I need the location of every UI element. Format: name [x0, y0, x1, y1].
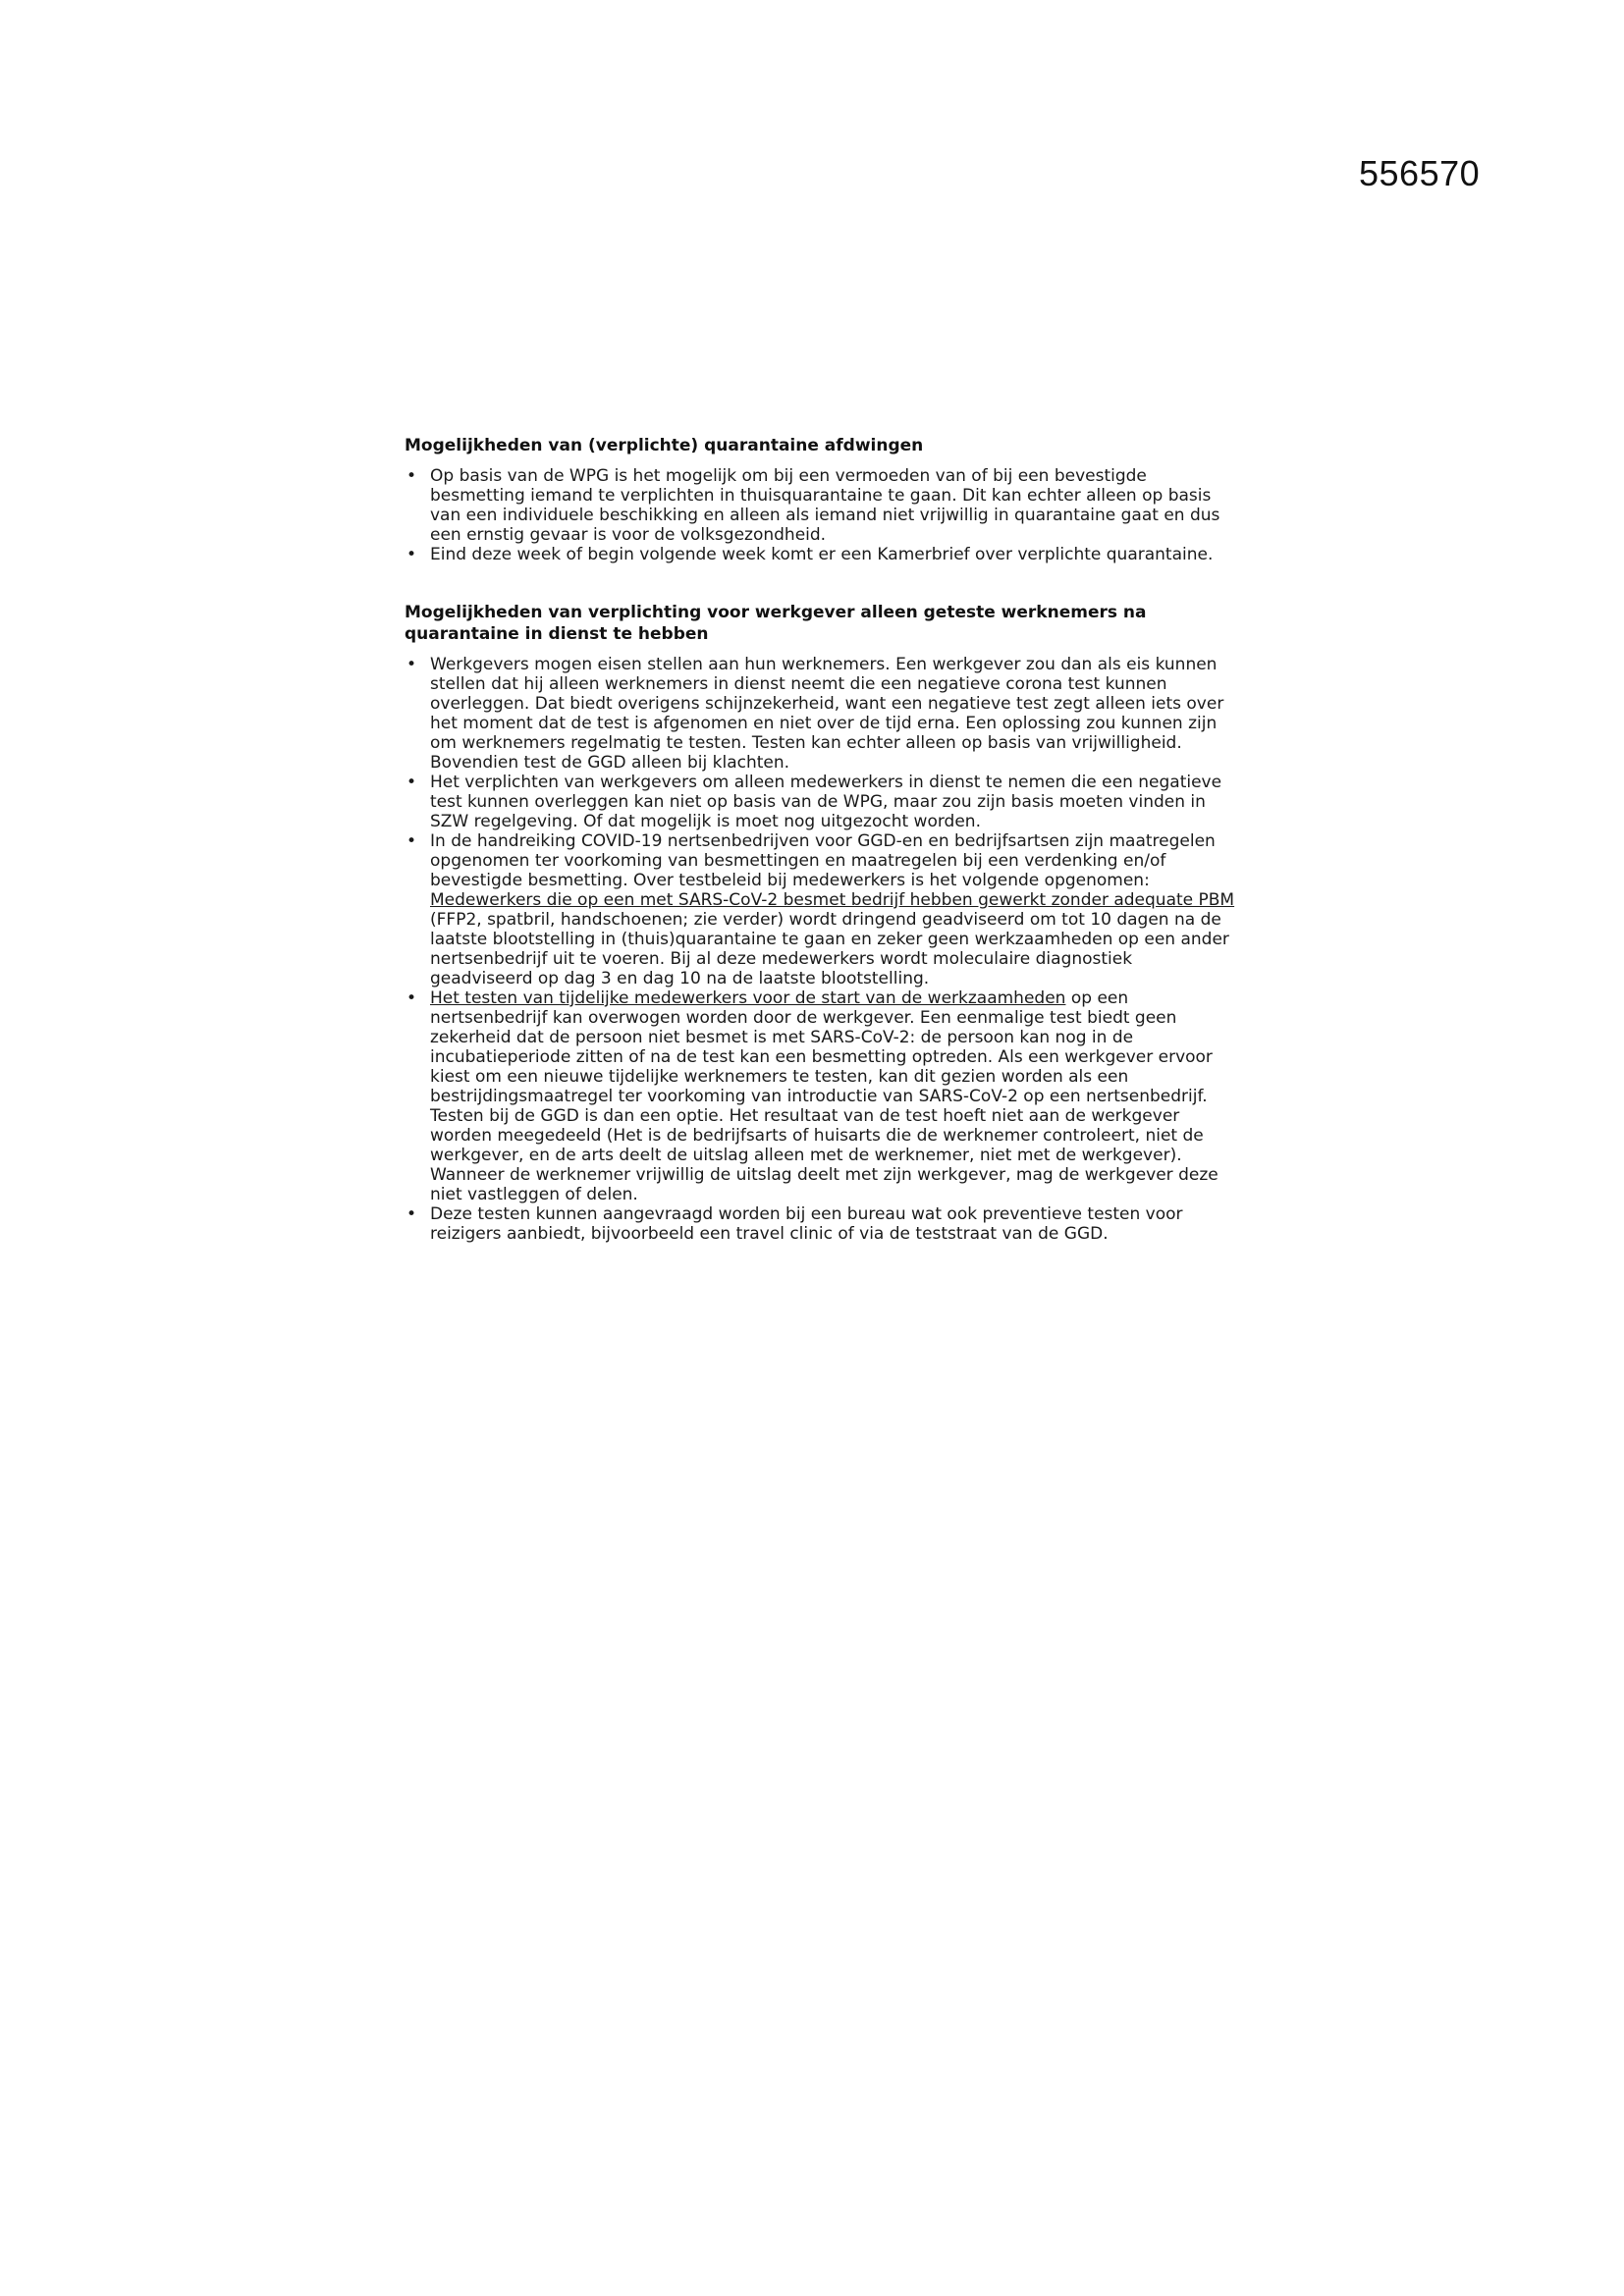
underlined-text: Medewerkers die op een met SARS-CoV-2 besmet bedrijf hebben gewerkt zonder adequate PBM	[430, 890, 1235, 910]
list-item	[405, 1204, 1239, 1244]
bullet-marker: •	[406, 655, 417, 674]
list-item-text: Deze testen kunnen aangevraagd worden bij een bureau wat ook preventieve testen voor reizigers aanbiedt, bijvoorbeeld een travel clinic of via de teststraat van de GGD.	[430, 1204, 1183, 1244]
list-item-text: Werkgevers mogen eisen stellen aan hun werknemers. Een werkgever zou dan als eis kunnen stellen dat hij alleen werknemers in dienst neemt die een negatieve corona test kunnen overleggen. Dat biedt overigens schijnzekerheid, want een negatieve test zegt alleen iets over het moment dat de test is afgenomen en niet over de tijd erna. Een oplossing zou kunnen zijn om werknemers regelmatig te testen. Testen kan echter alleen op basis van vrijwilligheid. Bovendien test de GGD alleen bij klachten.	[430, 655, 1224, 773]
list-item-text: Op basis van de WPG is het mogelijk om bij een vermoeden van of bij een bevestigde besmetting iemand te verplichten in thuisquarantaine te gaan. Dit kan echter alleen op basis van een individuele beschikking en alleen als iemand niet vrijwillig in quarantaine gaat en dus een ernstig gevaar is voor de volksgezondheid.	[430, 466, 1220, 545]
list-item-text-continued: (FFP2, spatbril, handschoenen; zie verder) wordt dringend geadviseerd om tot 10 dagen na de laatste blootstelling in (thuis)quarantaine te gaan en zeker geen werkzaamheden op een ander nertsenbedrijf uit te voeren. Bij al deze medewerkers wordt moleculaire diagnostiek geadviseerd op dag 3 en dag 10 na de laatste blootstelling.	[430, 910, 1229, 988]
list-item	[405, 988, 1239, 1204]
bullet-marker: •	[406, 545, 417, 564]
list-item	[405, 545, 1239, 564]
list-item-text: Eind deze week of begin volgende week komt er een Kamerbrief over verplichte quarantaine.	[430, 545, 1214, 564]
document-number: 556570	[1359, 153, 1481, 193]
list-item	[405, 466, 1239, 545]
list-item-text-continued: op een nertsenbedrijf kan overwogen worden door de werkgever. Een eenmalige test biedt geen zekerheid dat de persoon niet besmet is met SARS-CoV-2: de persoon kan nog in de incubatieperiode zitten of na de test kan een besmetting optreden. Als een werkgever ervoor kiest om een nieuwe tijdelijke werknemers te testen, kan dit gezien worden als een bestrijdingsmaatregel ter voorkoming van introductie van SARS-CoV-2 op een nertsenbedrijf. Testen bij de GGD is dan een optie. Het resultaat van de test hoeft niet aan de werkgever worden meegedeeld (Het is de bedrijfsarts of huisarts die de werknemer controleert, niet de werkgever, en de arts deelt de uitslag alleen met de werknemer, niet met de werkgever). Wanneer de werknemer vrijwillig de uitslag deelt met zijn werkgever, mag de werkgever deze niet vastleggen of delen.	[430, 988, 1218, 1204]
bullet-marker: •	[406, 831, 417, 851]
document-body	[405, 435, 1239, 1281]
bullet-list	[405, 655, 1239, 1244]
bullet-list	[405, 466, 1239, 564]
section-quarantine-enforcement	[405, 435, 1239, 564]
list-item	[405, 655, 1239, 773]
list-item-text: In de handreiking COVID-19 nertsenbedrijven voor GGD-en en bedrijfsartsen zijn maatregelen opgenomen ter voorkoming van besmettingen en maatregelen bij een verdenking en/of bevestigde besmetting. Over testbeleid bij medewerkers is het volgende opgenomen:	[430, 831, 1216, 890]
bullet-marker: •	[406, 466, 417, 486]
list-item	[405, 773, 1239, 831]
bullet-marker: •	[406, 773, 417, 792]
underlined-text: Het testen van tijdelijke medewerkers voor de start van de werkzaamheden	[430, 988, 1066, 1008]
section-heading: Mogelijkheden van (verplichte) quarantaine afdwingen	[405, 436, 924, 455]
section-employer-obligation	[405, 602, 1239, 1244]
list-item-text: Het verplichten van werkgevers om alleen medewerkers in dienst te nemen die een negatieve test kunnen overleggen kan niet op basis van de WPG, maar zou zijn basis moeten vinden in SZW regelgeving. Of dat mogelijk is moet nog uitgezocht worden.	[430, 773, 1222, 831]
bullet-marker: •	[406, 1204, 417, 1224]
bullet-marker: •	[406, 988, 417, 1008]
list-item	[405, 831, 1239, 988]
section-heading: Mogelijkheden van verplichting voor werkgever alleen geteste werknemers na quarantaine in dienst te hebben	[405, 603, 1147, 644]
